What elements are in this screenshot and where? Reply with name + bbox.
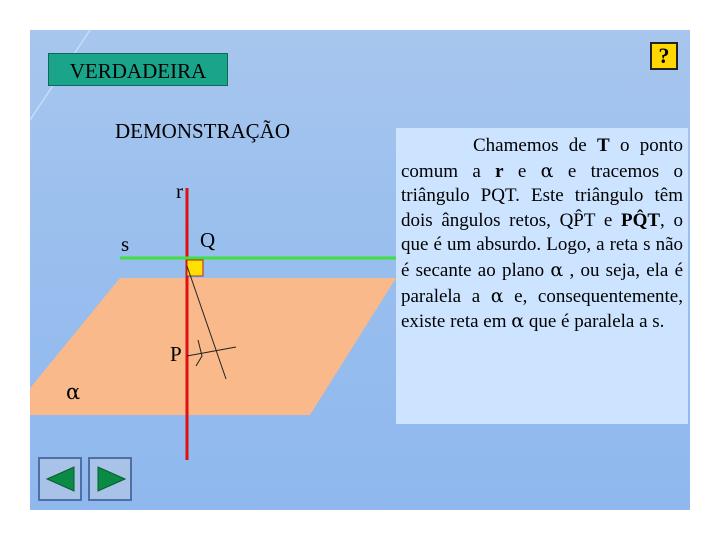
question-icon: ? [658,43,670,68]
text-alpha: α [550,258,564,281]
text-part: e tracemos o triângulo PQT. Este triângulo têm dois ângulos retos, [401,160,683,231]
explanation-text [396,128,688,424]
text-part: e [595,209,621,231]
text-part: , ou seja, ela é paralela a [401,259,684,307]
label-alpha: α [66,380,81,404]
label-s: s [121,232,130,256]
next-button[interactable] [88,457,132,501]
text-angle-pqt: PQ̂T [620,209,661,231]
text-point-t: T [596,135,610,156]
label-q: Q [200,228,216,252]
label-r: r [176,179,183,203]
previous-button[interactable] [38,457,82,501]
text-alpha: α [511,310,525,333]
text-alpha: α [490,284,504,307]
verdict-badge: VERDADEIRA [48,53,228,86]
text-part: Chamemos de [473,135,597,156]
arrow-right-icon [94,465,126,493]
text-part: que é paralela a s. [524,311,665,333]
text-part: o ponto comum a [401,135,683,182]
text-part: , o que é um absurdo. Logo, a reta s não é secante ao plano [401,209,683,281]
text-line-r: r [495,160,504,182]
text-angle-qpt: QP̂T [559,209,596,231]
page-title: DEMONSTRAÇÃO [115,119,291,143]
text-alpha: α [540,159,554,182]
arrow-left-icon [44,465,76,493]
slide-canvas [30,30,690,510]
plane-alpha [30,278,396,415]
text-part: e, consequentemente, existe reta em [401,285,683,333]
label-p: P [170,342,182,366]
text-part: e [503,160,541,182]
